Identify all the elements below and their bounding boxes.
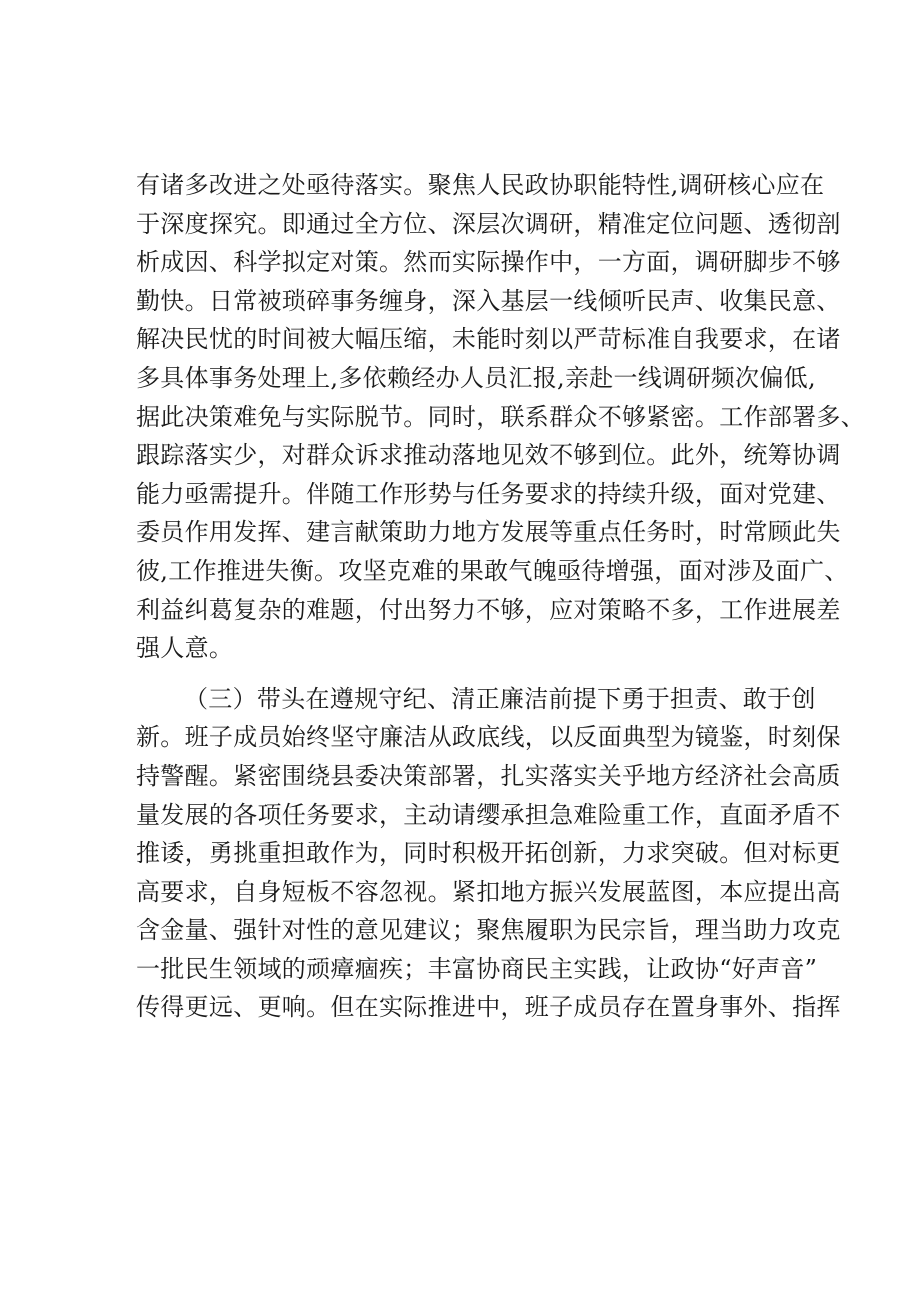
paragraph-line: 析成因、科学拟定对策。然而实际操作中，一方面，调研脚步不够 [136, 248, 841, 277]
paragraph-line: 有诸多改进之处亟待落实。聚焦人民政协职能特性,调研核心应在 [136, 171, 825, 199]
paragraph-line: 委员作用发挥、建言献策助力地方发展等重点任务时，时常顾此失 [136, 518, 841, 547]
paragraph-line: 持警醒。紧密围绕县委决策部署，扎实落实关乎地方经济社会高质 [136, 761, 841, 790]
paragraph-line: 彼,工作推进失衡。攻坚克难的果敢气魄亟待增强，面对涉及面广、 [136, 556, 849, 585]
paragraph-line: 推诿，勇挑重担敢作为，同时积极开拓创新，力求突破。但对标更 [136, 839, 841, 868]
paragraph-line: 据此决策难免与实际脱节。同时，联系群众不够紧密。工作部署多、 [136, 402, 865, 431]
paragraph-line: 勤快。日常被琐碎事务缠身，深入基层一线倾听民声、收集民意、 [136, 286, 841, 315]
section-heading-line: （三）带头在遵规守纪、清正廉洁前提下勇于担责、敢于创 [184, 684, 816, 713]
paragraph-line: 多具体事务处理上,多依赖经办人员汇报,亲赴一线调研频次偏低, [136, 363, 816, 392]
paragraph-line: 于深度探究。即通过全方位、深层次调研，精准定位问题、透彻剖 [136, 209, 841, 238]
paragraph-line: 跟踪落实少，对群众诉求推动落地见效不够到位。此外，统筹协调 [136, 441, 841, 470]
paragraph-line: 利益纠葛复杂的难题，付出努力不够，应对策略不多，工作进展差 [136, 595, 841, 624]
paragraph-line: 能力亟需提升。伴随工作形势与任务要求的持续升级，面对党建、 [136, 479, 841, 508]
paragraph-line: 高要求，自身短板不容忽视。紧扣地方振兴发展蓝图，本应提出高 [136, 877, 841, 906]
paragraph-1 [136, 166, 865, 668]
paragraph-line: 一批民生领域的顽瘴痼疾；丰富协商民主实践，让政协“好声音” [136, 954, 818, 983]
document-body [136, 166, 865, 1027]
paragraph-line: 强人意。 [136, 634, 234, 663]
paragraph-line: 新。班子成员始终坚守廉洁从政底线，以反面典型为镜鉴，时刻保 [136, 723, 841, 752]
paragraph-line: 传得更远、更响。但在实际推进中，班子成员存在置身事外、指挥 [136, 993, 841, 1022]
paragraph-spacer [136, 668, 800, 680]
paragraph-line: 量发展的各项任务要求，主动请缨承担急难险重工作，直面矛盾不 [136, 800, 841, 829]
paragraph-2 [136, 680, 841, 1027]
paragraph-line: 解决民忧的时间被大幅压缩，未能时刻以严苛标准自我要求，在诸 [136, 325, 841, 354]
paragraph-line: 含金量、强针对性的意见建议；聚焦履职为民宗旨，理当助力攻克 [136, 916, 841, 945]
